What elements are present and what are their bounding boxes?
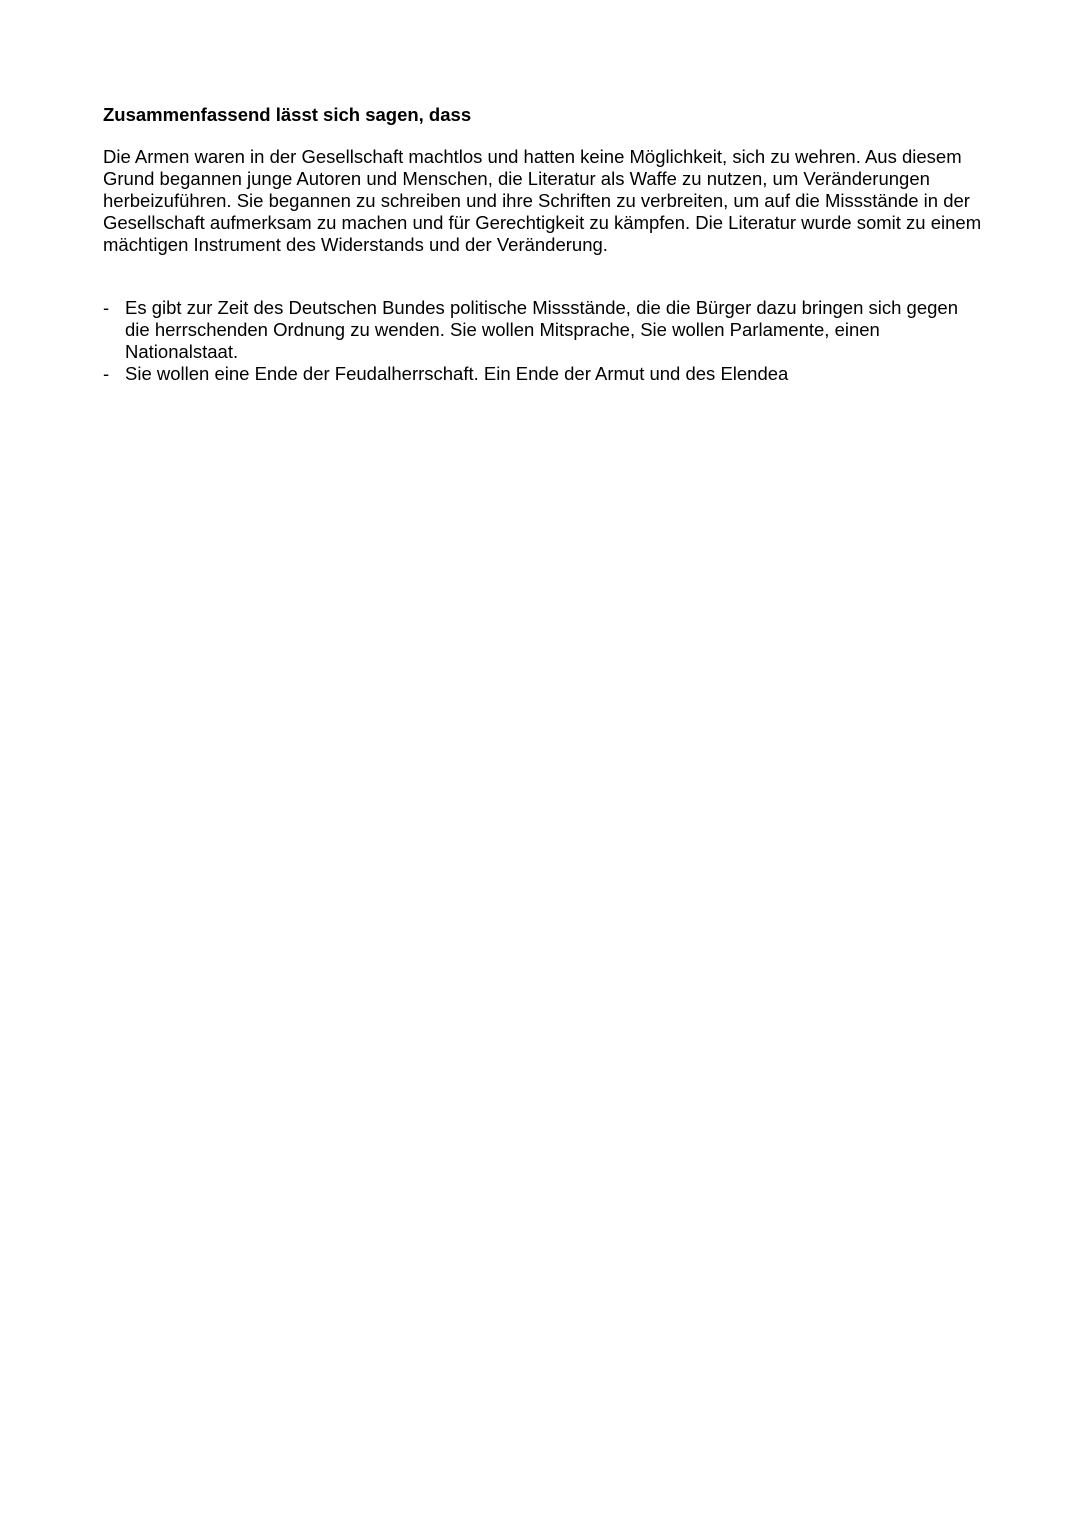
list-item: [103, 363, 983, 385]
document-page: [103, 103, 983, 385]
list-item-text: Sie wollen eine Ende der Feudalherrschaft. Ein Ende der Armut und des Elendea: [125, 363, 789, 384]
bullet-dash: -: [103, 297, 110, 318]
bullet-dash: -: [103, 363, 110, 384]
list-item: [103, 297, 983, 363]
bullet-list: [103, 297, 983, 385]
summary-paragraph: Die Armen waren in der Gesellschaft machtlos und hatten keine Möglichkeit, sich zu wehren. Aus diesem Grund begannen junge Autoren und Menschen, die Literatur als Waffe zu nutzen, um Veränderungen herbeizuführen. Sie begannen zu schreiben und ihre Schriften zu verbreiten, um auf die Missstände in der Gesellschaft aufmerksam zu machen und für Gerechtigkeit zu kämpfen. Die Literatur wurde somit zu einem mächtigen Instrument des Widerstands und der Veränderung.: [103, 146, 982, 255]
section-heading: Zusammenfassend lässt sich sagen, dass: [103, 104, 472, 125]
list-item-text: Es gibt zur Zeit des Deutschen Bundes politische Missstände, die die Bürger dazu bringen sich gegen die herrschenden Ordnung zu wenden. Sie wollen Mitsprache, Sie wollen Parlamente, einen Nationalstaat.: [125, 297, 958, 362]
